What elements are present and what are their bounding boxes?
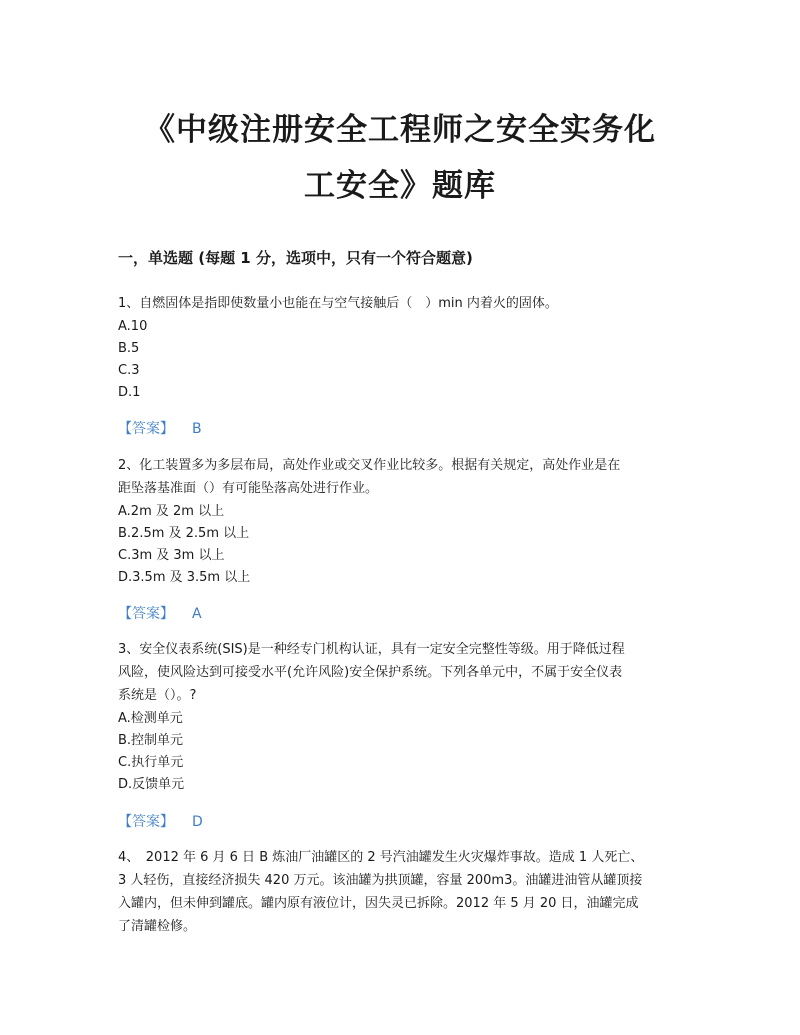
question-3-option-d: D.反馈单元 — [118, 777, 185, 792]
question-4-stem-line-1: 4、 2012 年 6 月 6 日 B 炼油厂油罐区的 2 号汽油罐发生火灾爆炸事故。造成 1 人死亡、 — [118, 850, 644, 865]
question-2-option-c: C.3m 及 3m 以上 — [118, 548, 225, 563]
answer-label: 【答案】 — [118, 421, 174, 437]
question-2-stem-line-2: 距坠落基准面（）有可能坠落高处进行作业。 — [118, 481, 379, 496]
question-2-option-a: A.2m 及 2m 以上 — [118, 504, 225, 519]
question-1-option-a: A.10 — [118, 319, 148, 334]
question-1-answer — [118, 418, 202, 440]
question-4-stem-line-2: 3 人轻伤，直接经济损失 420 万元。该油罐为拱顶罐，容量 200m3。油罐进油管从罐顶接 — [118, 873, 643, 888]
question-3-stem-line-1: 3、安全仪表系统(SIS)是一种经专门机构认证，具有一定安全完整性等级。用于降低过程 — [118, 642, 625, 657]
question-1-option-b: B.5 — [118, 341, 140, 356]
answer-value: B — [192, 421, 202, 437]
question-3-answer — [118, 811, 203, 833]
answer-value: A — [192, 606, 202, 622]
question-4-stem-line-4: 了清罐检修。 — [118, 919, 197, 934]
question-3-stem-line-2: 风险，使风险达到可接受水平(允许风险)安全保护系统。下列各单元中，不属于安全仪表 — [118, 665, 623, 680]
question-3-option-b: B.控制单元 — [118, 733, 184, 748]
answer-label: 【答案】 — [118, 814, 174, 830]
question-3-stem-line-3: 系统是（）。? — [118, 688, 197, 703]
question-4-stem-line-3: 入罐内，但未伸到罐底。罐内原有液位计，因失灵已拆除。2012 年 5 月 20 日，油罐完成 — [118, 896, 639, 911]
question-1-option-c: C.3 — [118, 363, 140, 378]
title-line-1: 《中级注册安全工程师之安全实务化 — [144, 112, 656, 148]
question-1-option-d: D.1 — [118, 385, 141, 400]
question-2-option-d: D.3.5m 及 3.5m 以上 — [118, 570, 251, 585]
question-2-answer — [118, 603, 202, 625]
question-3-option-a: A.检测单元 — [118, 711, 183, 726]
question-3-option-c: C.执行单元 — [118, 755, 184, 770]
answer-label: 【答案】 — [118, 606, 174, 622]
question-1-stem: 1、自燃固体是指即使数量小也能在与空气接触后（ ）min 内着火的固体。 — [118, 296, 558, 311]
title-line-2: 工安全》题库 — [304, 168, 496, 204]
question-2-option-b: B.2.5m 及 2.5m 以上 — [118, 526, 250, 541]
question-2-stem-line-1: 2、化工装置多为多层布局，高处作业或交叉作业比较多。根据有关规定，高处作业是在 — [118, 458, 621, 473]
section-heading: 一，单选题 (每题 1 分，选项中，只有一个符合题意) — [118, 249, 473, 267]
answer-value: D — [192, 814, 203, 830]
document-title — [100, 102, 700, 214]
